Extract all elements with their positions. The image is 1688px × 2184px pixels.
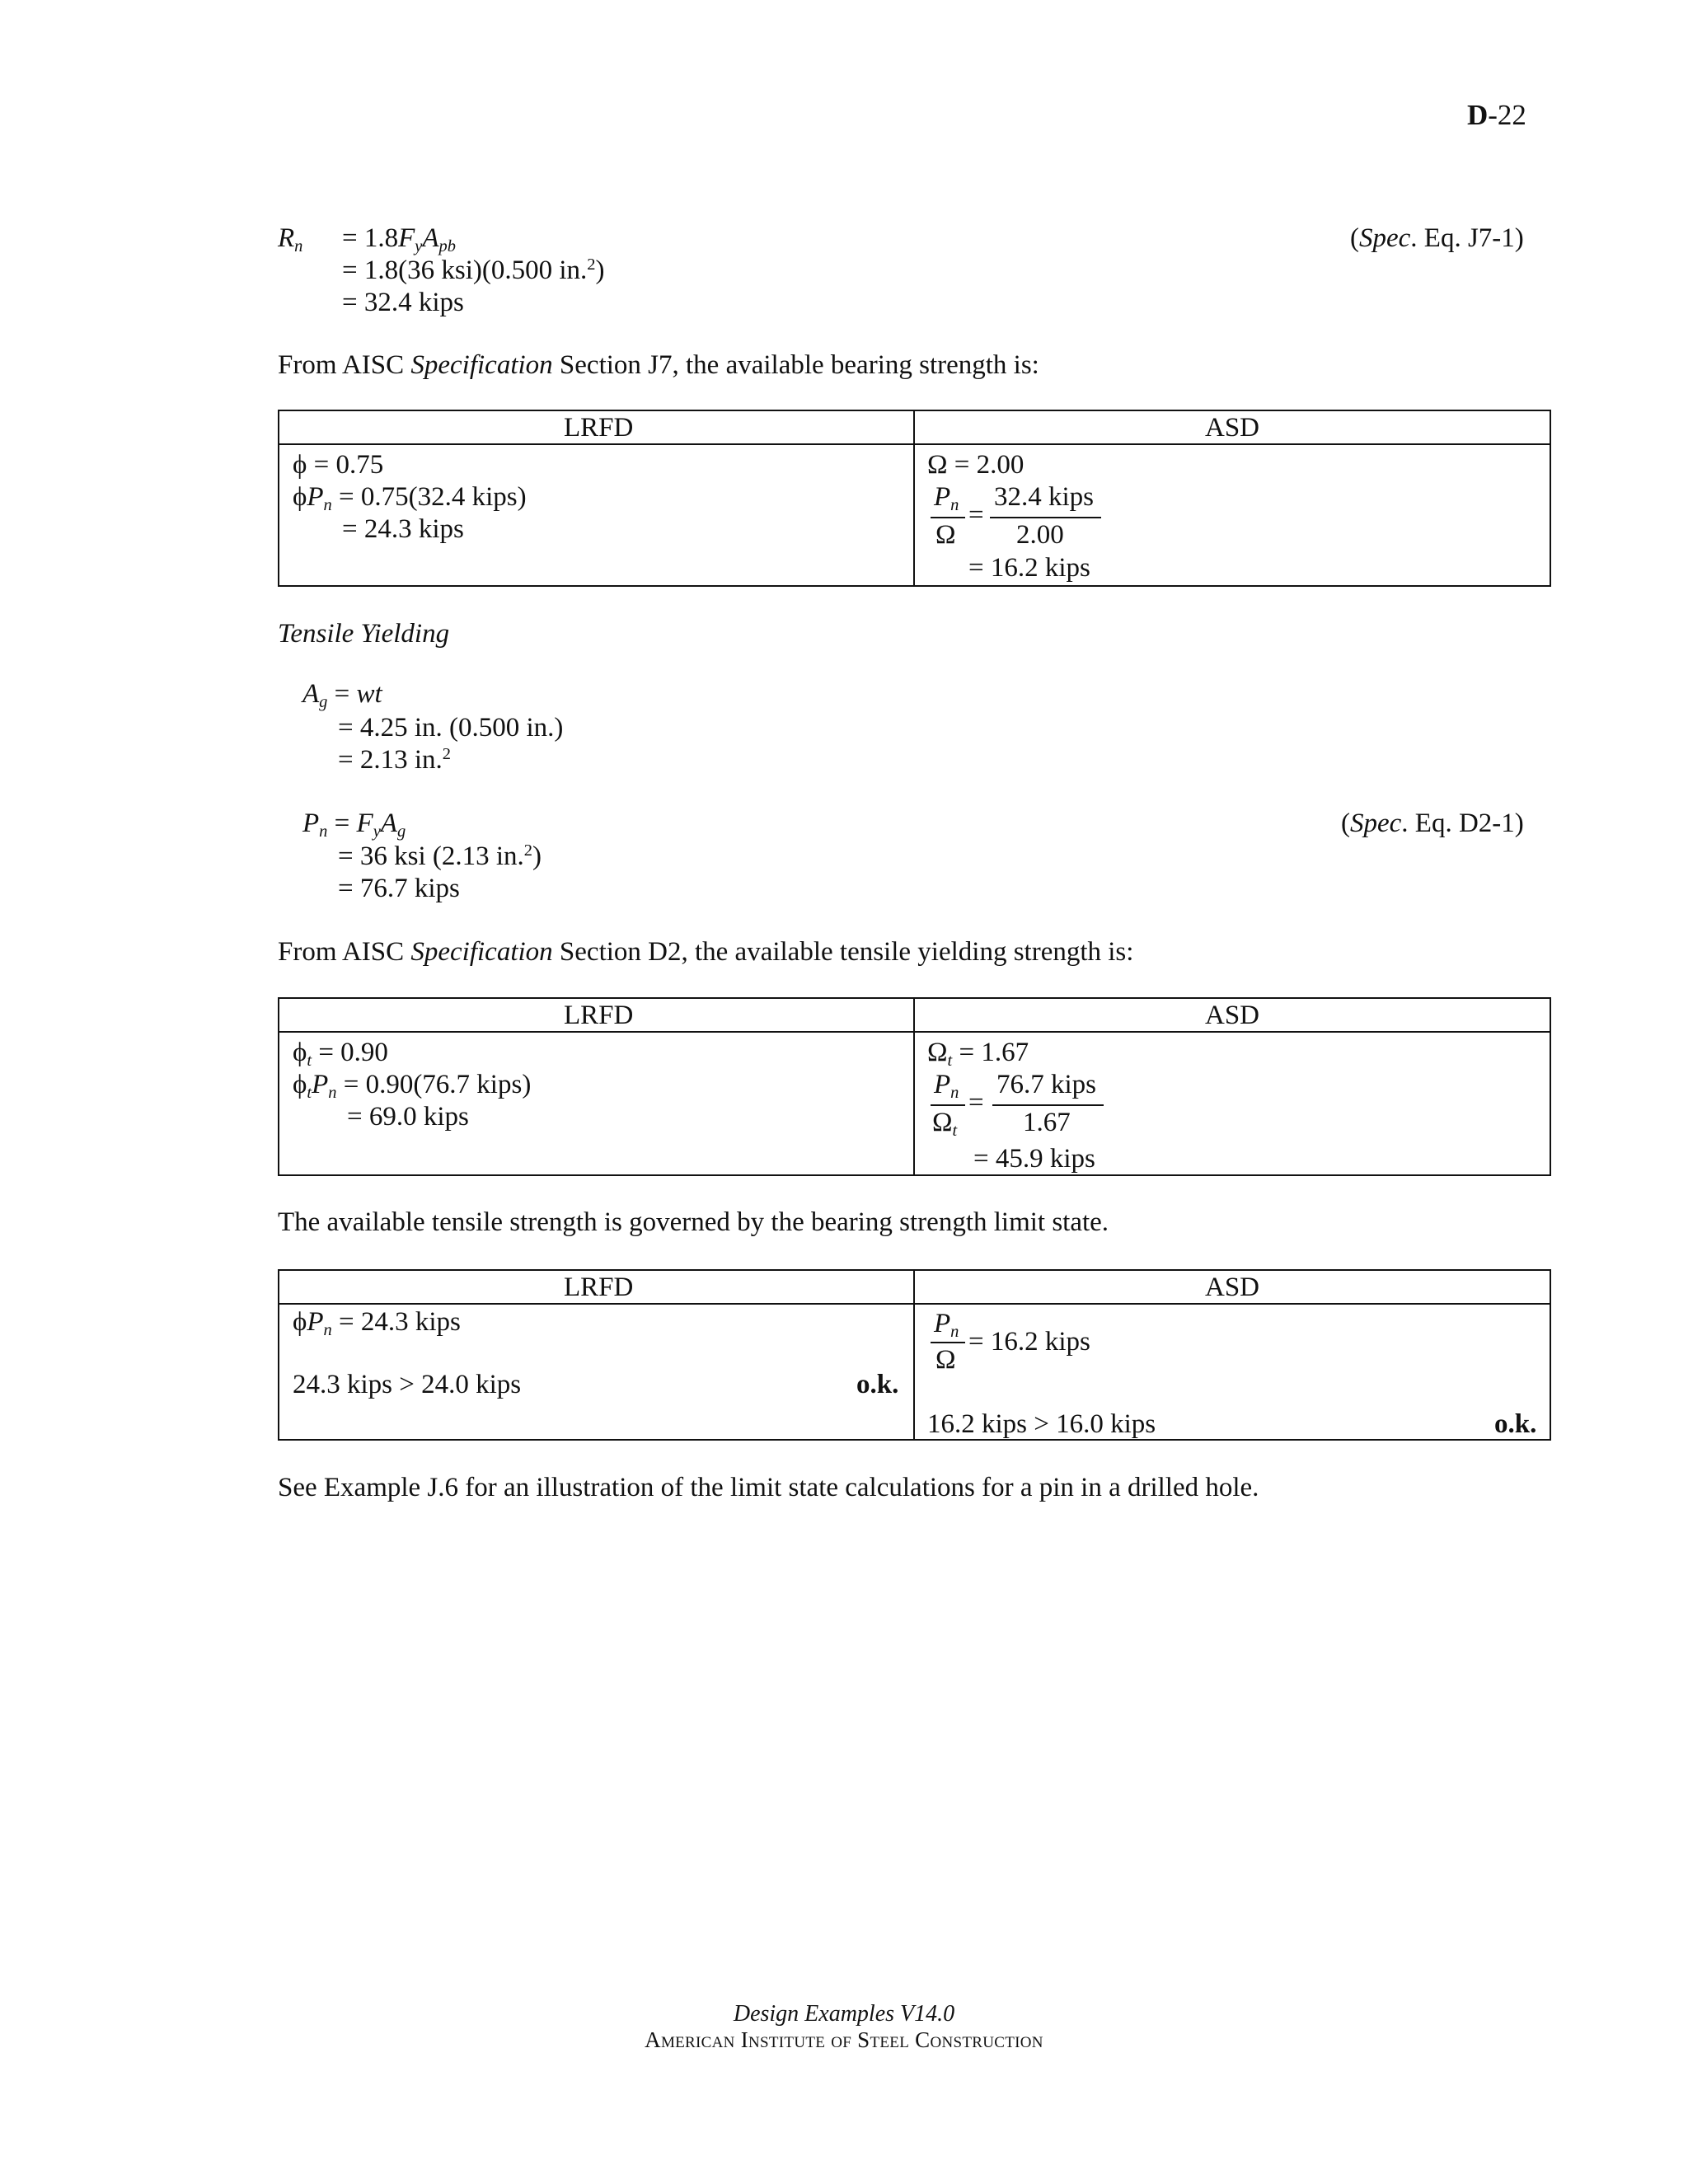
asd-equals: = <box>968 1088 984 1118</box>
bearing-lhs: $R_n$ <box>278 223 303 256</box>
asd-check: 16.2 kips > 16.0 kips <box>927 1409 1156 1439</box>
asd-frac-num: $P_n$ <box>934 1309 959 1342</box>
pn-eq-ref: (Spec. Eq. D2-1) <box>1341 808 1524 838</box>
asd-omega-t: $\Omega_t = 1.67$ <box>927 1038 1029 1071</box>
footer-org: American Institute of Steel Construction <box>645 2027 1043 2052</box>
ag-line-3: = 2.13 in.$^2$ <box>338 744 451 775</box>
lrfd-result: = 69.0 kips <box>347 1102 469 1132</box>
asd-result: = 16.2 kips <box>968 553 1090 583</box>
bearing-line-2: = 1.8(36 ksi)(0.500 in.$^2$) <box>342 255 605 285</box>
lrfd-header: LRFD <box>564 1001 634 1030</box>
footer-title: Design Examples V14.0 <box>733 2001 955 2027</box>
asd-header: ASD <box>1205 1272 1260 1302</box>
lrfd-phi-t: $\phi_t = 0.90$ <box>293 1038 388 1071</box>
asd-frac-den: Ω <box>935 1345 956 1375</box>
asd-frac-den: Ω <box>935 520 956 550</box>
lrfd-result: = 24.3 kips <box>342 514 464 544</box>
paragraph-governing: The available tensile strength is governed by the bearing strength limit state. <box>278 1207 1109 1237</box>
asd-rhs-bar <box>992 1104 1104 1106</box>
asd-rhs-bar <box>990 517 1101 518</box>
lrfd-phi: ϕ = 0.75 <box>293 450 384 480</box>
lrfd-ok: o.k. <box>856 1370 899 1399</box>
pn-line-3: = 76.7 kips <box>338 874 460 903</box>
bearing-line-1: = $1.8F_yA_{pb}$ <box>342 223 456 256</box>
asd-frac-bar <box>931 1104 965 1106</box>
pn-line-2: = 36 ksi (2.13 in.$^2$) <box>338 841 542 871</box>
asd-omega: Ω = 2.00 <box>927 450 1025 480</box>
page-number: D-22 <box>1467 99 1526 131</box>
lrfd-check: 24.3 kips > 24.0 kips <box>293 1370 522 1399</box>
paragraph-bearing-intro: From AISC Specification Section J7, the available bearing strength is: <box>278 350 1039 380</box>
ag-line-2: = 4.25 in. (0.500 in.) <box>338 713 564 743</box>
asd-rhs-den: 2.00 <box>1016 520 1064 550</box>
lrfd-phi-pn: $\phi P_n = 24.3$ kips <box>293 1307 461 1340</box>
asd-result: = 45.9 kips <box>973 1144 1095 1174</box>
asd-frac-den: $\Omega_t$ <box>932 1108 958 1141</box>
asd-rhs-den: 1.67 <box>1023 1108 1071 1137</box>
asd-frac-bar <box>931 517 965 518</box>
yielding-strength-table <box>278 997 1551 1176</box>
asd-frac-bar <box>931 1342 965 1343</box>
bearing-line-3: = 32.4 kips <box>342 288 464 317</box>
governing-strength-table <box>278 1269 1551 1441</box>
asd-frac-num: $P_n$ <box>934 482 959 515</box>
asd-rhs-num: 76.7 kips <box>996 1070 1097 1099</box>
lrfd-header: LRFD <box>564 413 634 443</box>
asd-ok: o.k. <box>1494 1409 1537 1439</box>
paragraph-see-example: See Example J.6 for an illustration of the limit state calculations for a pin in a drilled hole. <box>278 1473 1259 1502</box>
asd-frac-num: $P_n$ <box>934 1070 959 1103</box>
asd-rhs-num: 32.4 kips <box>994 482 1095 512</box>
pn-line-1: $P_n = F_yA_g$ <box>302 808 406 841</box>
asd-header: ASD <box>1205 413 1260 443</box>
tensile-yielding-heading: Tensile Yielding <box>278 619 450 649</box>
bearing-strength-table <box>278 410 1551 587</box>
ag-line-1: $A_g$ = wt <box>302 679 382 712</box>
lrfd-header: LRFD <box>564 1272 634 1302</box>
asd-header: ASD <box>1205 1001 1260 1030</box>
bearing-eq-ref: (Spec. Eq. J7-1) <box>1350 223 1524 253</box>
asd-equals: = <box>968 500 984 530</box>
lrfd-phi-pn: $\phi P_n = 0.75(32.4$ kips) <box>293 482 527 515</box>
asd-rhs: = 16.2 kips <box>968 1327 1090 1357</box>
paragraph-yielding-intro: From AISC Specification Section D2, the available tensile yielding strength is: <box>278 937 1134 967</box>
lrfd-phi-pn: $\phi_tP_n = 0.90(76.7$ kips) <box>293 1070 532 1103</box>
